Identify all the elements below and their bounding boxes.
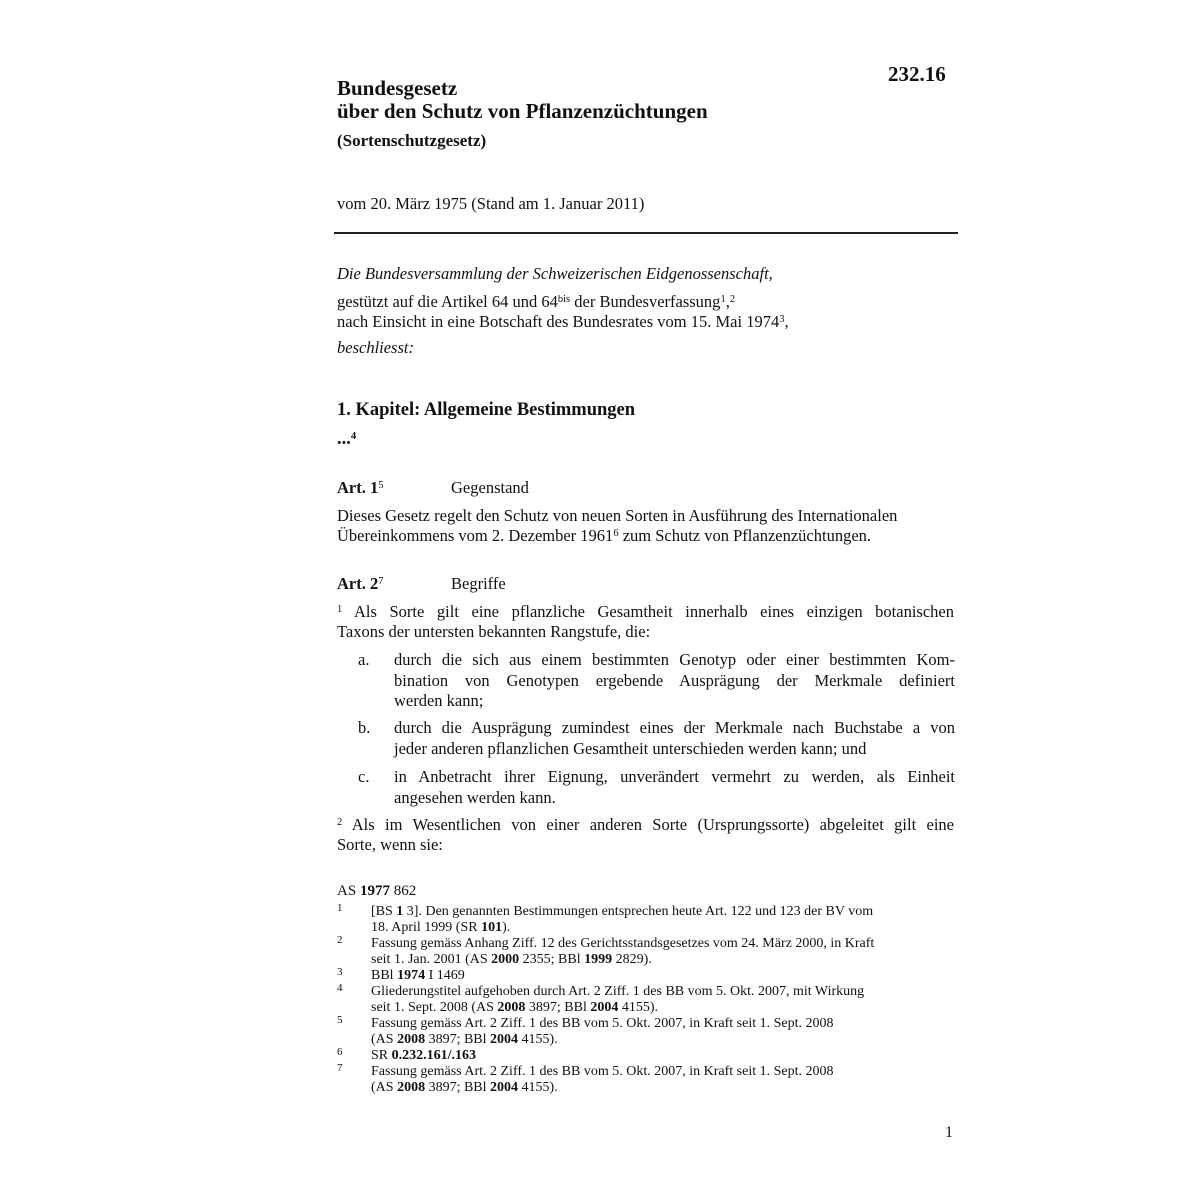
footnote-4-line1: Gliederungstitel aufgehoben durch Art. 2 Ziff. 1 des BB vom 5. Okt. 2007, mit Wirkung bbox=[371, 984, 865, 999]
footnote-ref-1[interactable]: 1 bbox=[720, 294, 726, 305]
law-short-title: (Sortenschutzgesetz) bbox=[337, 131, 487, 150]
list-item-line: werden kann; bbox=[394, 691, 484, 710]
list-item-line: in Anbetracht ihrer Eignung, unverändert vermehrt zu werden, als Einheit bbox=[394, 767, 955, 786]
footnote-ref-6[interactable]: 6 bbox=[613, 528, 619, 539]
footnote-ref-3[interactable]: 3 bbox=[779, 314, 785, 325]
as-reference: AS 1977 862 bbox=[337, 883, 417, 899]
art2-number: Art. $2^7$ bbox=[337, 574, 384, 593]
law-title-line2: über den Schutz von Pflanzenzüchtungen bbox=[337, 99, 708, 123]
footnote-2-line2: seit 1. Jan. 2001 (AS 2000 2355; BBl 1999 2829). bbox=[371, 952, 652, 967]
date-line: vom 20. März 1975 (Stand am 1. Januar 2011) bbox=[337, 194, 645, 213]
preamble-beschliesst: beschliesst: bbox=[337, 338, 414, 357]
art2-para2-line2: Sorte, wenn sie: bbox=[337, 835, 443, 854]
footnote-number: 7 bbox=[337, 1062, 343, 1074]
list-item-line: bination von Genotypen ergebende Ausprägung der Merkmale definiert bbox=[394, 670, 955, 690]
footnote-7-line2: (AS 2008 3897; BBl 2004 4155). bbox=[371, 1080, 558, 1095]
list-item-label: c. bbox=[358, 767, 370, 786]
footnote-3-line1: BBl 1974 I 1469 bbox=[371, 968, 465, 983]
list-item-line: durch die sich aus einem bestimmten Genotyp oder einer bestimmten Kom- bbox=[394, 650, 955, 669]
header-rule bbox=[334, 232, 958, 234]
art2-para1-line1: $^1$ Als Sorte gilt eine pflanzliche Gesamtheit innerhalb eines einzigen botanischen bbox=[337, 602, 954, 621]
footnote-7-line1: Fassung gemäss Art. 2 Ziff. 1 des BB vom 5. Okt. 2007, in Kraft seit 1. Sept. 2008 bbox=[371, 1064, 834, 1079]
chapter-heading: 1. Kapitel: Allgemeine Bestimmungen bbox=[337, 400, 636, 420]
footnote-ref-4[interactable]: 4 bbox=[350, 431, 357, 442]
footnote-ref-5[interactable]: 5 bbox=[378, 480, 384, 491]
art2-para1-line2: Taxons der untersten bekannten Rangstufe, die: bbox=[337, 622, 651, 641]
footnote-2-line1: Fassung gemäss Anhang Ziff. 12 des Gerichtsstandsgesetzes vom 24. März 2000, in Kraft bbox=[371, 936, 875, 951]
list-item-line: angesehen werden kann. bbox=[394, 787, 556, 807]
paragraph-number: 1 bbox=[337, 604, 343, 615]
paragraph-number: 2 bbox=[337, 817, 343, 828]
art1-text-line1: Dieses Gesetz regelt den Schutz von neuen Sorten in Ausführung des Internationalen bbox=[337, 506, 898, 525]
art1-number: Art. $1^5$ bbox=[337, 478, 384, 497]
footnote-5-line1: Fassung gemäss Art. 2 Ziff. 1 des BB vom 5. Okt. 2007, in Kraft seit 1. Sept. 2008 bbox=[371, 1016, 834, 1031]
footnote-1-line1: [BS 1 3]. Den genannten Bestimmungen entsprechen heute Art. 122 und 123 der BV vom bbox=[371, 904, 874, 919]
list-item-line: jeder anderen pflanzlichen Gesamtheit unterschieden werden kann; und bbox=[394, 738, 867, 758]
footnote-ref-2[interactable]: 2 bbox=[729, 294, 736, 305]
law-title-line1: Bundesgesetz bbox=[337, 76, 458, 100]
footnote-4-line2: seit 1. Sept. 2008 (AS 2008 3897; BBl 2004 4155). bbox=[371, 1000, 659, 1015]
list-item-label: a. bbox=[358, 650, 370, 669]
list-item-label: b. bbox=[358, 718, 371, 737]
preamble-botschaft: nach Einsicht in eine Botschaft des Bundesrates vom 15. Mai 1974$^3$, bbox=[337, 312, 789, 331]
footnote-6-line1: SR 0.232.161/.163 bbox=[371, 1048, 477, 1063]
list-item-line: durch die Ausprägung zumindest eines der Merkmale nach Buchstabe a von bbox=[394, 718, 955, 737]
footnote-number: 3 bbox=[337, 966, 343, 978]
footnote-number: 4 bbox=[337, 982, 343, 994]
footnote-number: 1 bbox=[337, 902, 343, 914]
footnote-number: 5 bbox=[337, 1014, 343, 1026]
sr-number: 232.16 bbox=[888, 62, 946, 86]
footnote-5-line2: (AS 2008 3897; BBl 2004 4155). bbox=[371, 1032, 558, 1047]
art1-text-line2: Übereinkommens vom 2. Dezember 1961$^6$ zum Schutz von Pflanzenzüchtungen. bbox=[337, 526, 872, 545]
art1-heading: Gegenstand bbox=[451, 478, 529, 497]
preamble-assembly: Die Bundesversammlung der Schweizerischen Eidgenossenschaft, bbox=[337, 264, 773, 283]
footnote-number: 6 bbox=[337, 1046, 343, 1058]
footnote-number: 2 bbox=[337, 934, 343, 946]
art2-heading: Begriffe bbox=[451, 574, 506, 593]
chapter-ellipsis: ...$^4$ bbox=[337, 429, 357, 449]
preamble-basis: gestützt auf die Artikel 64 und $64^{bis}$ der Bundesverfassung$^1$,$^2$ bbox=[337, 292, 736, 311]
page-number: 1 bbox=[945, 1124, 953, 1141]
art2-para2-line1: $^2$ Als im Wesentlichen von einer anderen Sorte (Ursprungssorte) abgeleitet gilt eine bbox=[337, 815, 954, 834]
footnote-ref-7[interactable]: 7 bbox=[378, 576, 384, 587]
footnote-1-line2: 18. April 1999 (SR 101). bbox=[371, 920, 511, 935]
